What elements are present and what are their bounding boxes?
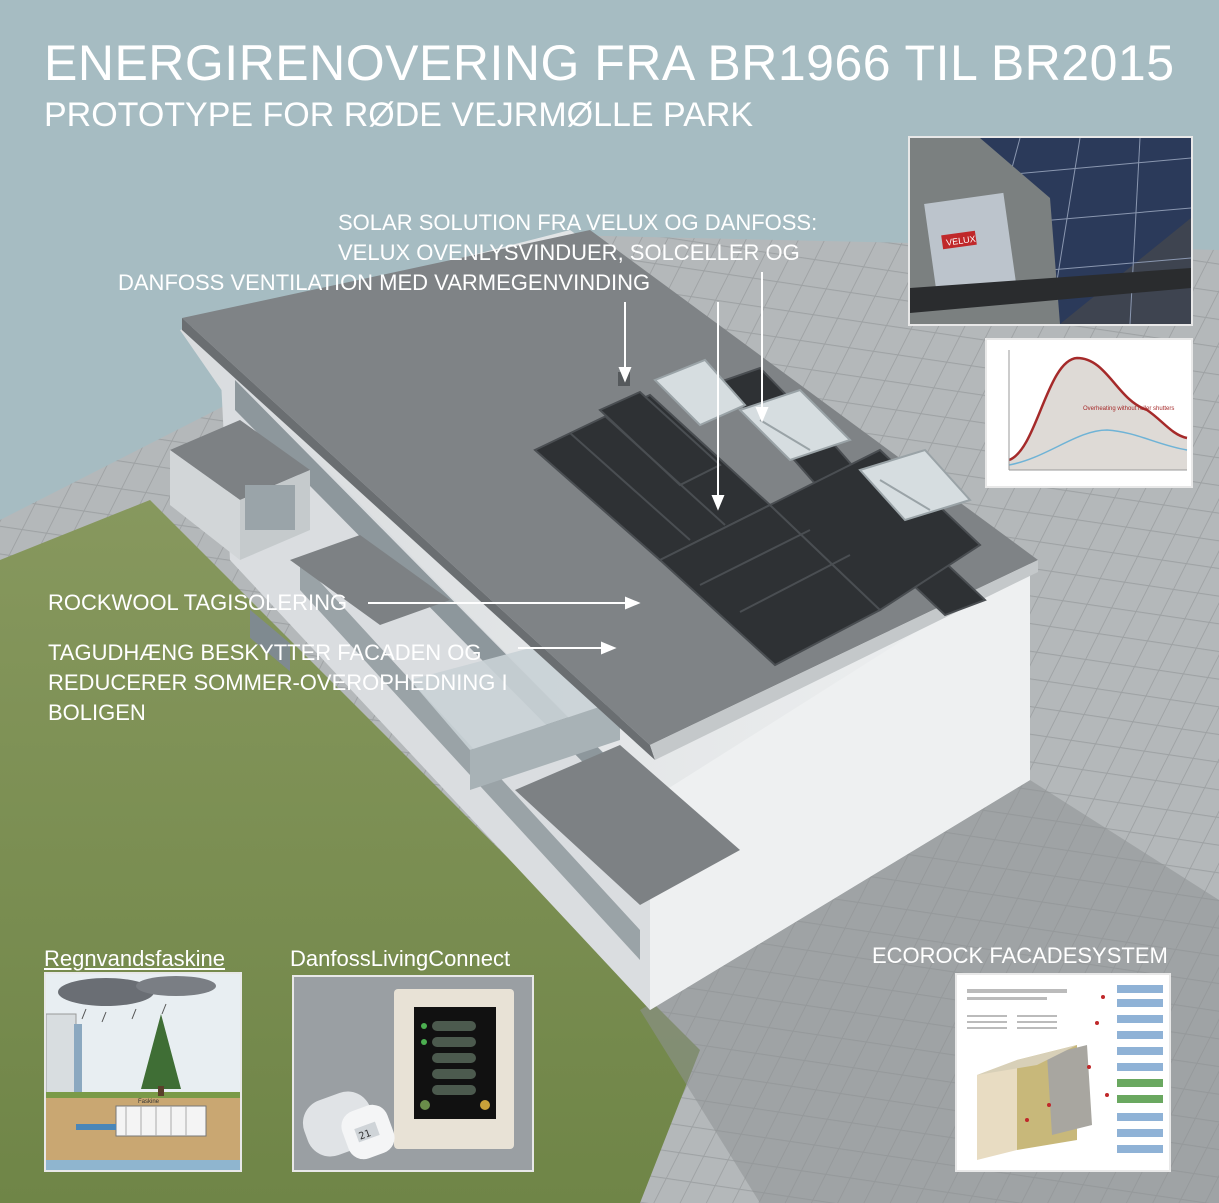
annotation-overhang-line3: BOLIGEN bbox=[48, 700, 146, 725]
annotation-solar-line2: VELUX OVENLYSVINDUER, SOLCELLER OG bbox=[338, 240, 800, 265]
thermostat-display: 21 bbox=[357, 1128, 373, 1143]
solar-panel-photo bbox=[910, 138, 1191, 324]
page-title: ENERGIRENOVERING FRA BR1966 TIL BR2015 bbox=[44, 35, 1175, 91]
overheating-graph bbox=[987, 340, 1191, 486]
annotation-overhang-line2: REDUCERER SOMMER-OVEROPHEDNING I bbox=[48, 670, 508, 695]
danfoss-inset-title: DanfossLivingConnect bbox=[290, 946, 511, 971]
danfoss-inset bbox=[292, 975, 534, 1172]
rain-diagram bbox=[46, 974, 240, 1170]
rain-inset bbox=[44, 972, 242, 1172]
ecorock-inset-title: ECOROCK FACADESYSTEM bbox=[872, 943, 1168, 968]
annotation-solar-line1: SOLAR SOLUTION FRA VELUX OG DANFOSS: bbox=[338, 210, 818, 235]
annotation-rockwool: ROCKWOOL TAGISOLERING bbox=[48, 590, 348, 615]
velux-logo: VELUX bbox=[945, 233, 977, 248]
ecorock-inset bbox=[955, 973, 1171, 1172]
overheating-graph-inset bbox=[985, 338, 1193, 488]
annotation-overhang-line1: TAGUDHÆNG BESKYTTER FACADEN OG bbox=[48, 640, 482, 665]
solar-photo-inset bbox=[908, 136, 1193, 326]
graph-annotation: Overheating without roller shutters bbox=[1083, 406, 1175, 412]
ecorock-diagram bbox=[957, 975, 1169, 1170]
faskine-label: Faskine bbox=[138, 1099, 160, 1105]
rain-inset-title: Regnvandsfaskine bbox=[44, 946, 226, 971]
danfoss-device-photo bbox=[294, 977, 532, 1170]
annotation-solar-line3: DANFOSS VENTILATION MED VARMEGENVINDING bbox=[118, 270, 651, 295]
page-subtitle: PROTOTYPE FOR RØDE VEJRMØLLE PARK bbox=[44, 96, 754, 134]
